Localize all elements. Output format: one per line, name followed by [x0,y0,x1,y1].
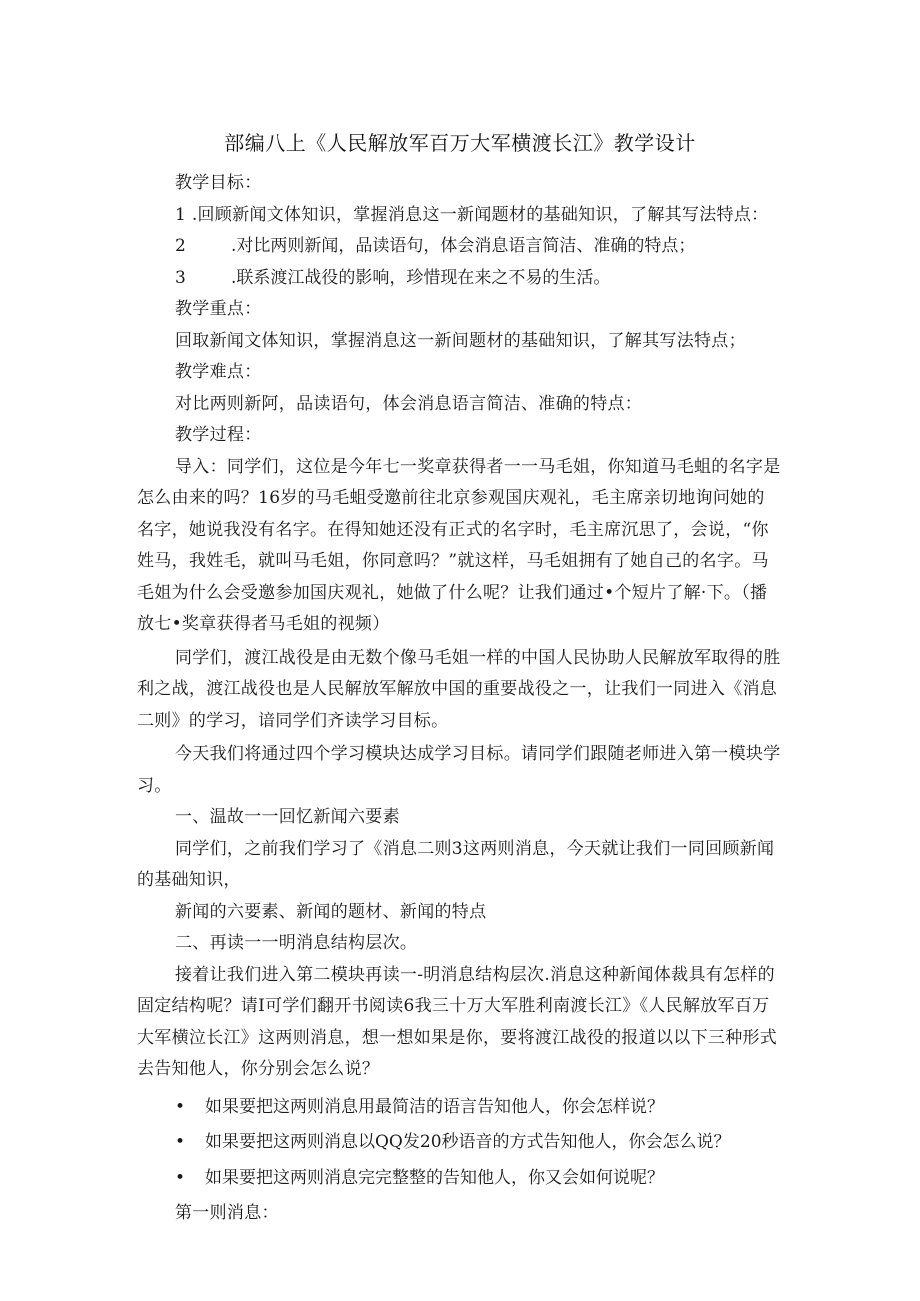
paragraph-intro: 导入：同学们，这位是今年七一奖章获得者一一马毛姐，你知道马毛蛆的名字是怎么由来的吗？16岁的马毛蛆受邀前往北京参观国庆观礼，毛主席亲切地询问她的名字，她说我没有名字。在得知她还没有正式的名字时，毛主席沉思了，会说，“你姓马，我姓毛，就叫马毛姐，你同意吗？”就这样，马毛姐拥有了她自己的名字。马毛姐为什么会受邀参加国庆观礼，她做了什么呢？让我们通过•个短片了解·下。（播放七•奖章获得者马毛姐的视频） [137,456,781,634]
goal-number: 2 [175,236,186,256]
question-text: 如果要把这两则消息以QQ发20秒语音的方式告知他人，你会怎么说？ [205,1132,731,1152]
question-bullet-1 [137,1092,782,1124]
bullet-icon: • [175,1132,186,1152]
goal-item-1 [137,200,782,232]
goal-text: .对比两则新闻，品读语句，体会消息语言简洁、准确的特点； [231,236,696,256]
paragraph-modules: 今天我们将通过四个学习模块达成学习目标。请同学们跟随老师进入第一模块学习。 [137,744,781,796]
document-body [137,168,782,1230]
paragraph-battle: 同学们，渡江战役是由无数个像马毛姐一样的中国人民协助人民解放军取得的胜利之战，渡江战役也是人民解放军解放中国的重要战役之一，让我们一同进入《消息二则》的学习，谙同学们齐读学习目标。 [137,647,781,731]
section-2-text: 接着让我们进入第二模块再读一-明消息结构层次.消息这种新闻体裁具有怎样的固定结构呢？请I可学们翻开书阅读6我三十万大军胜利南渡长江》《人民解放军百万大军横泣长江》这两则消息，想一想如果是你，要将渡江战役的报道以以下三种形式去告知他人，你分别会怎么说？ [137,964,778,1079]
goal-item-2 [137,231,782,263]
question-text: 如果要把这两则消息完完整整的告知他人，你又会如何说呢？ [205,1167,664,1188]
process-heading: 教学过程： [175,425,262,445]
section-1-text: 同学们，之前我们学习了《消息二则3这两则消息，今天就让我们一同回顾新闻的基础知识， [137,838,775,890]
goals-heading: 教学目标： [175,173,262,193]
question-bullet-3 [137,1163,782,1195]
goal-number: 1 [175,204,187,225]
difficulty-text: 对比两则新阿，品读语句，体会消息语言简洁、准确的特点： [175,393,643,414]
question-bullet-2 [137,1127,782,1159]
goal-item-3 [137,263,782,295]
goal-text: .联系渡江战役的影响，珍惜现在来之不易的生活。 [231,267,611,288]
section-1-heading: 一、温故一一回忆新闻六要素 [175,807,400,827]
page-title: 部编八上《人民解放军百万大军横渡长江》教学设计 [224,131,696,155]
bullet-icon: • [175,1167,186,1188]
goal-text: .回顾新闻文体知识，掌握消息这一新闻题材的基础知识，了解其写法特点： [191,204,769,225]
key-points-text: 回取新闻文体知识，掌握消息这一新间题材的基础知识，了解其写法特点； [175,330,746,351]
bullet-icon: • [175,1096,186,1117]
difficulty-heading: 教学难点： [175,362,262,382]
question-text: 如果要把这两则消息用最简洁的语言告知他人，你会怎样说？ [205,1096,664,1117]
section-1-list: 新闻的六要素、新闻的题材、新闻的特点 [175,901,487,922]
goal-number: 3 [175,267,186,288]
section-2-heading: 二、再读一一明消息结构层次。 [175,933,418,953]
key-points-heading: 教学重点： [175,299,262,319]
first-message-label: 第一则消息： [175,1203,279,1223]
